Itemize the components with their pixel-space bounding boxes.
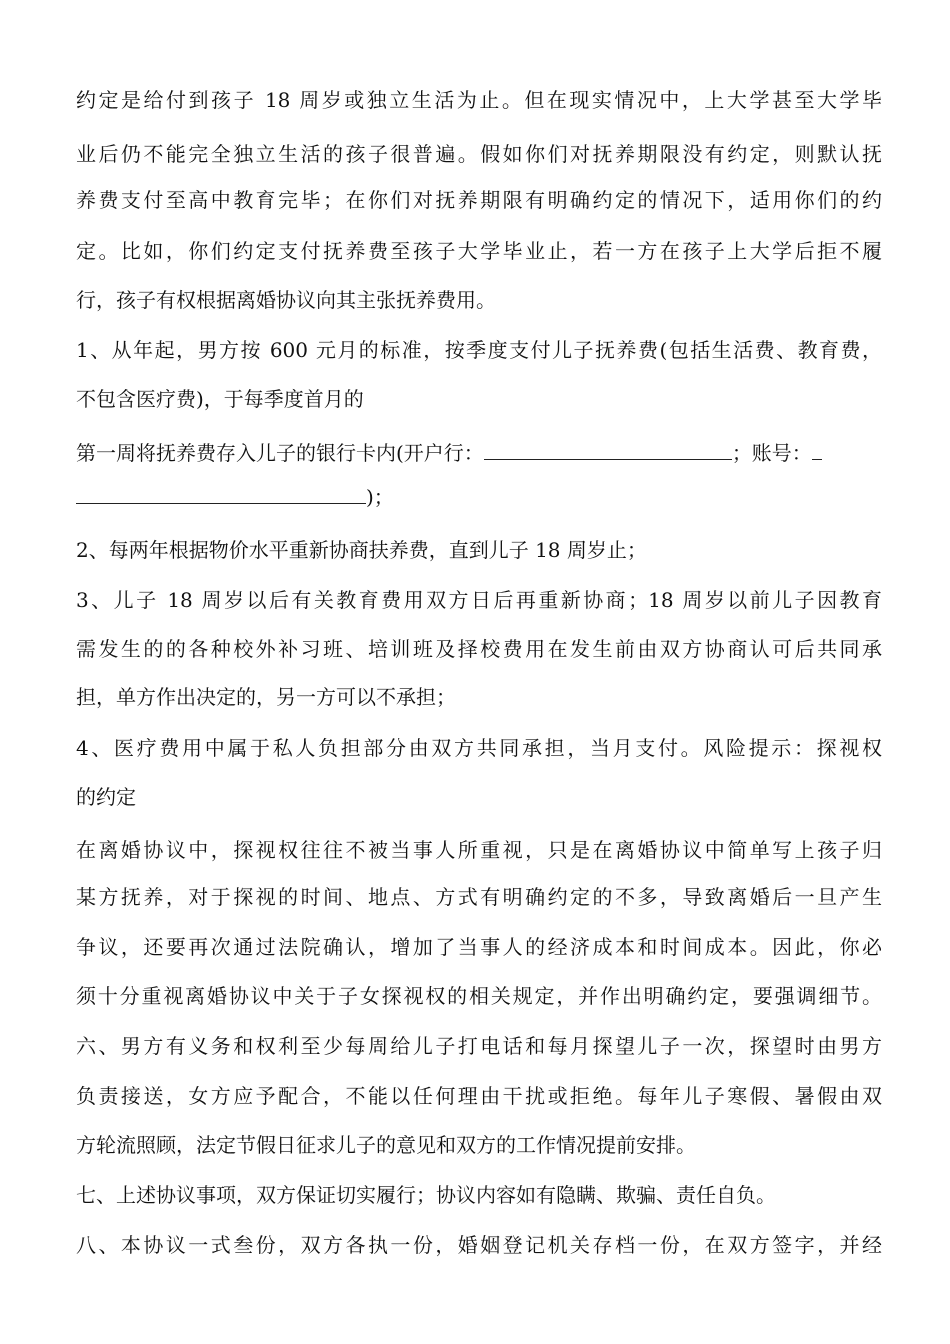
text-segment: )； xyxy=(366,485,394,509)
text-line: 六、男方有义务和权利至少每周给儿子打电话和每月探望儿子一次，探望时由男方 xyxy=(76,1034,882,1058)
text-line: 负责接送，女方应予配合，不能以任何理由干扰或拒绝。每年儿子寒假、暑假由双 xyxy=(76,1084,882,1108)
text-line: 定。比如，你们约定支付抚养费至孩子大学毕业止，若一方在孩子上大学后拒不履 xyxy=(76,239,882,263)
text-line: 担，单方作出决定的，另一方可以不承担； xyxy=(76,685,456,709)
text-line: 3、儿子 18 周岁以后有关教育费用双方日后再重新协商；18 周岁以前儿子因教育 xyxy=(76,588,882,612)
text-line: 八、本协议一式叁份，双方各执一份，婚姻登记机关存档一份，在双方签字，并经 xyxy=(76,1233,882,1257)
text-line: 七、上述协议事项，双方保证切实履行；协议内容如有隐瞒、欺骗、责任自负。 xyxy=(76,1183,776,1207)
text-line: 在离婚协议中，探视权往往不被当事人所重视，只是在离婚协议中简单写上孩子归 xyxy=(76,838,882,862)
text-line: 养费支付至高中教育完毕；在你们对抚养期限有明确约定的情况下，适用你们的约 xyxy=(76,188,882,212)
account-number-blank-start xyxy=(812,441,822,460)
bank-info-line-continued xyxy=(76,482,882,512)
bank-info-line xyxy=(76,438,882,468)
account-number-blank xyxy=(76,485,366,504)
text-line: 争议，还要再次通过法院确认，增加了当事人的经济成本和时间成本。因此，你必 xyxy=(76,935,882,959)
text-line: 行，孩子有权根据离婚协议向其主张抚养费用。 xyxy=(76,288,496,312)
text-segment: ；账号： xyxy=(731,441,812,465)
text-line: 业后仍不能完全独立生活的孩子很普遍。假如你们对抚养期限没有约定，则默认抚 xyxy=(76,142,882,166)
text-line: 4、医疗费用中属于私人负担部分由双方共同承担，当月支付。风险提示：探视权 xyxy=(76,736,882,760)
text-line: 需发生的的各种校外补习班、培训班及择校费用在发生前由双方协商认可后共同承 xyxy=(76,637,882,661)
text-line: 不包含医疗费)，于每季度首月的 xyxy=(76,387,364,411)
text-line: 2、每两年根据物价水平重新协商扶养费，直到儿子 18 周岁止； xyxy=(76,538,647,562)
text-line: 约定是给付到孩子 18 周岁或独立生活为止。但在现实情况中，上大学甚至大学毕 xyxy=(76,88,882,112)
text-line: 方轮流照顾，法定节假日征求儿子的意见和双方的工作情况提前安排。 xyxy=(76,1133,696,1157)
text-line: 须十分重视离婚协议中关于子女探视权的相关规定，并作出明确约定，要强调细节。 xyxy=(76,984,882,1008)
text-segment: 第一周将抚养费存入儿子的银行卡内(开户行： xyxy=(76,441,484,465)
text-line: 某方抚养，对于探视的时间、地点、方式有明确约定的不多，导致离婚后一旦产生 xyxy=(76,885,882,909)
bank-name-blank xyxy=(484,441,732,460)
text-line: 1、从年起，男方按 600 元月的标准，按季度支付儿子抚养费(包括生活费、教育费， xyxy=(76,338,882,362)
text-line: 的约定 xyxy=(76,785,136,809)
